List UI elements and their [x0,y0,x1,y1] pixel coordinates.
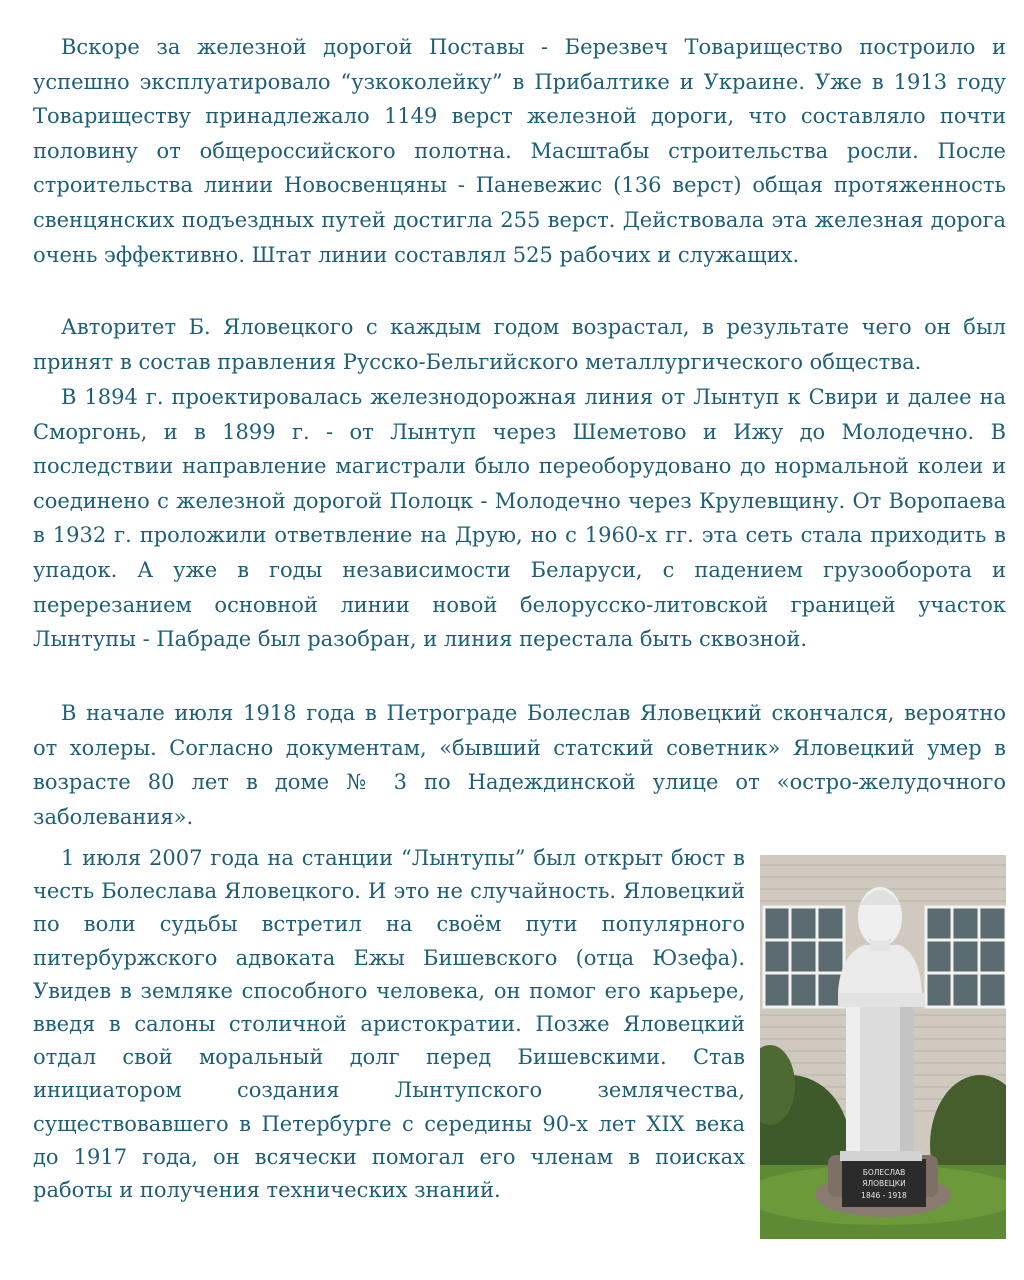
paragraph-railway: Вскоре за железной дорогой Поставы - Березвеч Товарищество построило и успешно эксплуатировало “узкоколейку” в Прибалтике и Украине. Уже в 1913 году Товариществу принадлежало 1149 верст железной дороги, что составляло почти половину от общероссийского полотна. Масштабы строительства росли. После строительства линии Новосвенцяны - Паневежис (136 верст) общая протяженность свенцянских подъездных путей достигла 255 верст. Действовала эта железная дорога очень эффективно. Штат линии составлял 525 рабочих и служащих. [33,35,1006,267]
bust-photo [760,855,1006,1239]
plaque-years: 1846 - 1918 [861,1191,907,1200]
paragraph-authority: Авторитет Б. Яловецкого с каждым годом возрастал, в результате чего он был принят в состав правления Русско-Бельгийского металлургического общества. [33,315,1006,374]
plaque-line2: ЯЛОВЕЦКИ [862,1179,906,1188]
paragraph-death: В начале июля 1918 года в Петрограде Болеслав Яловецкий скончался, вероятно от холеры. Согласно документам, «бывший статский советник» Яловецкий умер в возрасте 80 лет в доме № 3 по Надеждинской улице от «остро-желудочного заболевания». [33,701,1006,829]
paragraph-railway-lines: В 1894 г. проектировалась железнодорожная линия от Лынтуп к Свири и далее на Сморгонь, и в 1899 г. - от Лынтуп через Шеметово и Ижу до Молодечно. В последствии направление магистрали было переоборудовано до нормальной колеи и соединено с железной дорогой Полоцк - Молодечно через Крулевщину. От Воропаева в 1932 г. проложили ответвление на Друю, но с 1960-х гг. эта сеть стала приходить в упадок. А уже в годы независимости Беларуси, с падением грузооборота и перерезанием основной линии новой белорусско-литовской границей участок Лынтупы - Пабраде был разобран, и линия перестала быть сквозной. [33,385,1006,652]
paragraph-bust: 1 июля 2007 года на станции “Лынтупы” был открыт бюст в честь Болеслава Яловецкого. И это не случайность. Яловецкий по воли судьбы встретил на своём пути популярного питербуржского адвоката Ежы Бишевского (отца Юзефа). Увидев в земляке способного человека, он помог его карьере, введя в салоны столичной аристократии. Позже Яловецкий отдал свой моральный долг перед Бишевскими. Став инициатором создания Лынтупского землячества, существовавшего в Петербурге с середины 90-х лет XIX века до 1917 года, он всячески помогал его членам в поисках работы и получения технических знаний. [33,846,745,1203]
plaque-line1: БОЛЕСЛАВ [862,1168,906,1177]
